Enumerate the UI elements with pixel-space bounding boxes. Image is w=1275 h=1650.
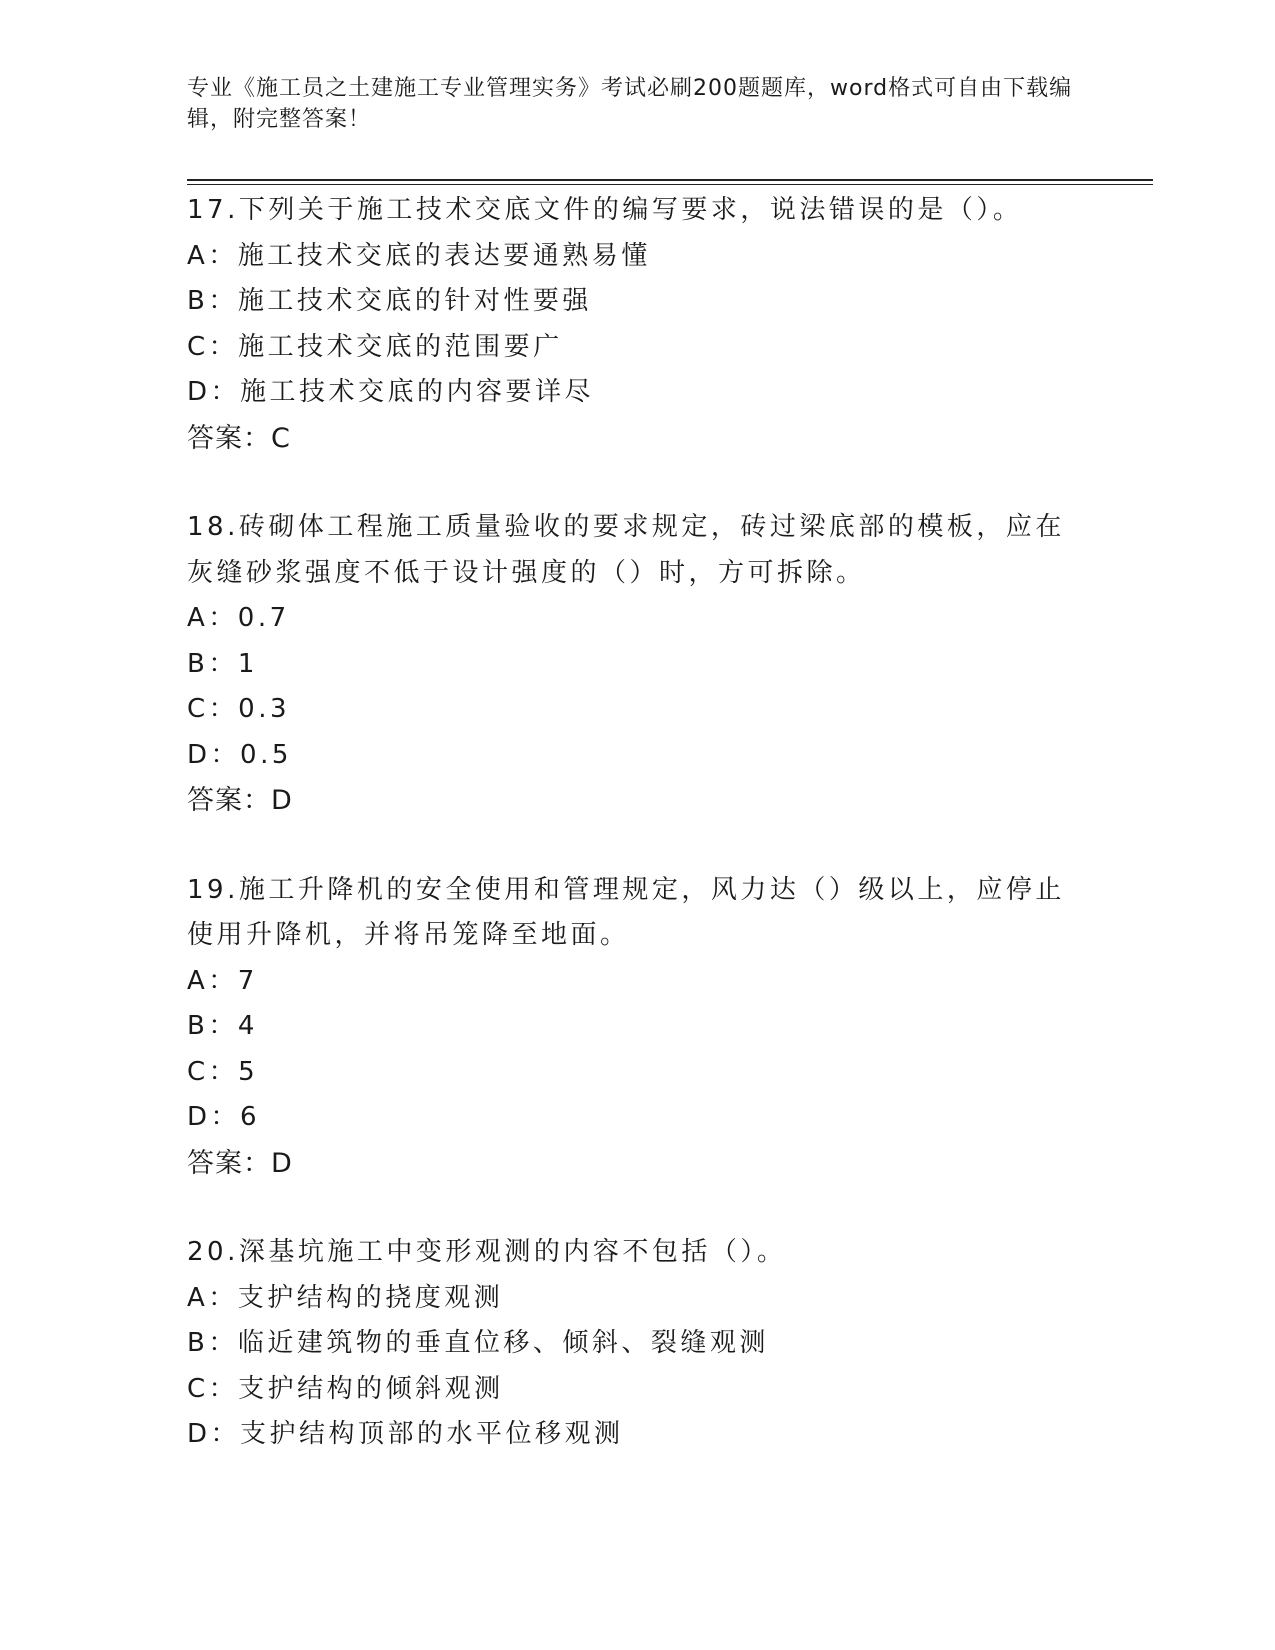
question-text: 19.施工升降机的安全使用和管理规定，风力达（）级以上，应停止使用升降机，并将吊笼降至地面。 — [187, 874, 1065, 950]
option-d: D：0.5 — [187, 739, 292, 770]
question-text: 17.下列关于施工技术交底文件的编写要求，说法错误的是（）。 — [187, 195, 1023, 225]
option-d: D：6 — [187, 1102, 261, 1132]
answer: 答案：D — [187, 1147, 293, 1179]
option-b: B：1 — [187, 648, 258, 679]
option-b: B：临近建筑物的垂直位移、倾斜、裂缝观测 — [187, 1328, 769, 1358]
option-c: C：0.3 — [187, 694, 291, 724]
option-c: C：5 — [187, 1056, 259, 1087]
question-text: 18.砖砌体工程施工质量验收的要求规定，砖过梁底部的模板，应在灰缝砂浆强度不低于设计强度的（）时，方可拆除。 — [187, 512, 1065, 588]
option-c: C：施工技术交底的范围要广 — [187, 331, 563, 362]
option-d: D：施工技术交底的内容要详尽 — [187, 377, 595, 407]
question-text: 20.深基坑施工中变形观测的内容不包括（）。 — [187, 1237, 787, 1267]
option-a: A：施工技术交底的表达要通熟易懂 — [187, 240, 651, 271]
answer: 答案：C — [187, 422, 291, 454]
option-c: C：支护结构的倾斜观测 — [187, 1373, 504, 1404]
document-header: 专业《施工员之土建施工专业管理实务》考试必刷200题题库，word格式可自由下载编辑，附完整答案！ — [187, 76, 1073, 132]
option-b: B：施工技术交底的针对性要强 — [187, 286, 592, 316]
header-rule-thin — [187, 184, 1153, 185]
question-list — [187, 188, 1087, 1458]
answer: 答案：D — [187, 785, 293, 816]
option-d: D：支护结构顶部的水平位移观测 — [187, 1419, 624, 1449]
option-a: A：支护结构的挠度观测 — [187, 1282, 504, 1313]
question-20 — [187, 1230, 1087, 1458]
option-b: B：4 — [187, 1011, 258, 1041]
option-a: A：7 — [187, 965, 258, 996]
question-19 — [187, 868, 1087, 1187]
option-a: A：0.7 — [187, 603, 290, 633]
header-rule-thick — [187, 179, 1153, 181]
question-18 — [187, 505, 1087, 824]
question-17 — [187, 188, 1087, 461]
